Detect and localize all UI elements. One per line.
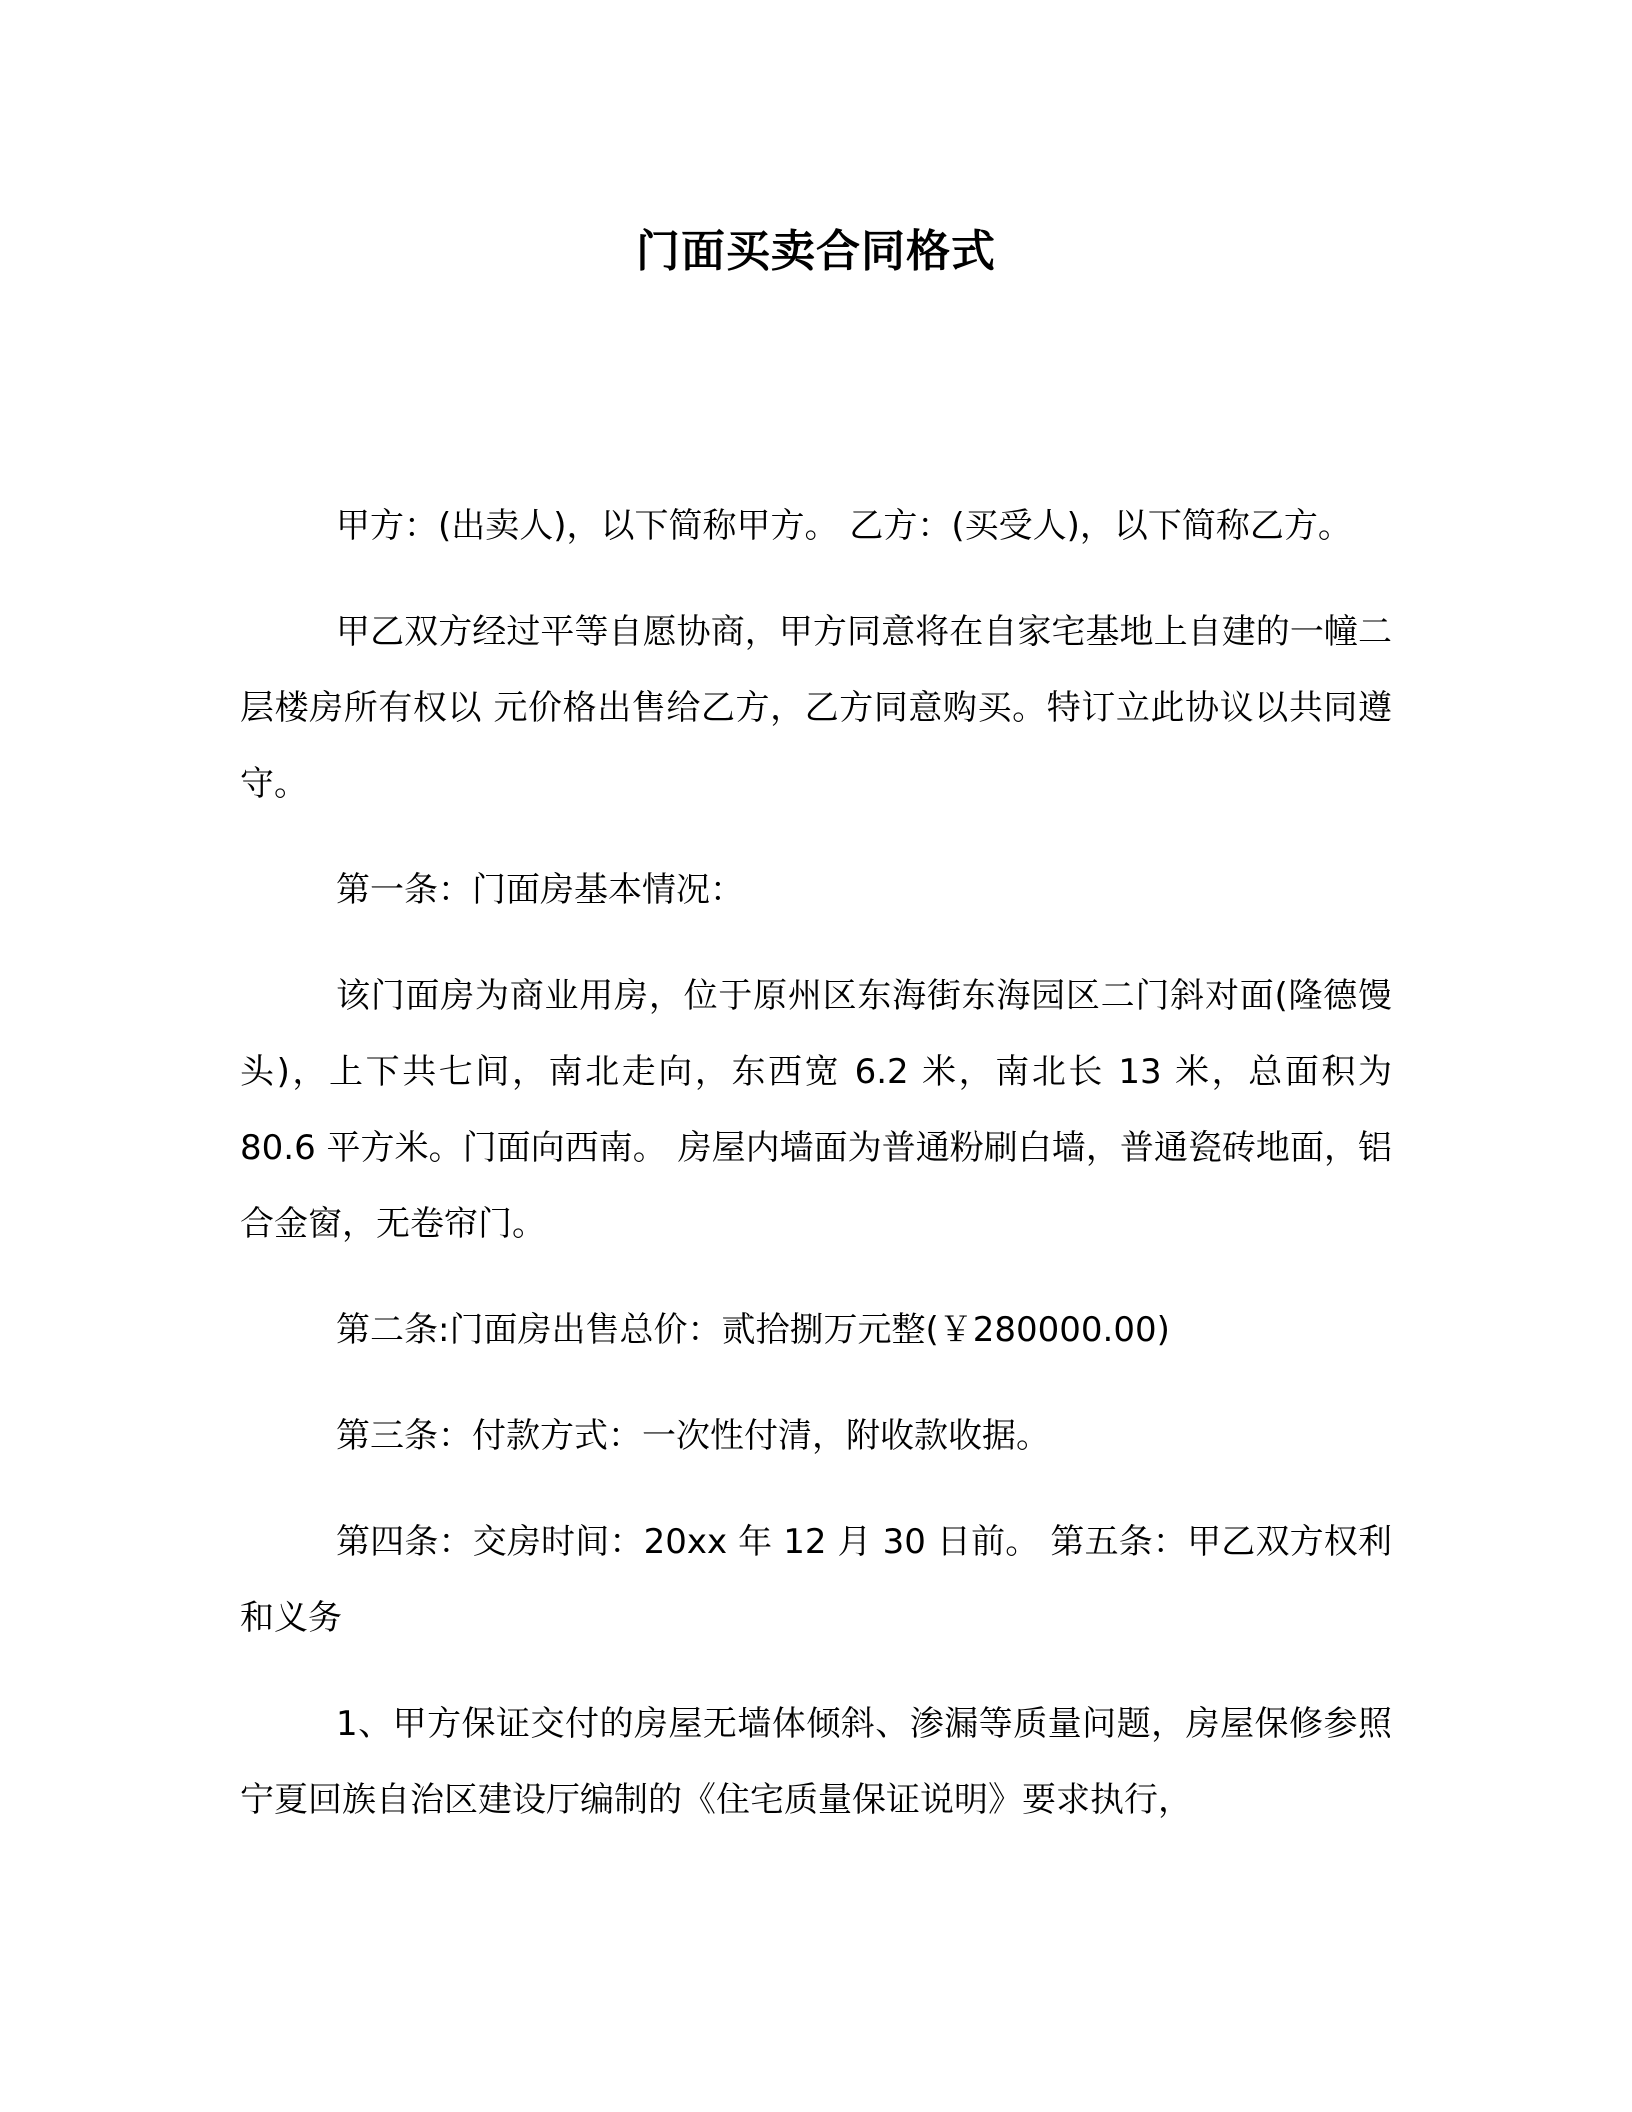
paragraph-agreement: 甲乙双方经过平等自愿协商，甲方同意将在自家宅基地上自建的一幢二层楼房所有权以 元价格出售给乙方，乙方同意购买。特订立此协议以共同遵守。 [240, 612, 1392, 804]
document-title: 门面买卖合同格式 [636, 226, 996, 277]
paragraph-article-3-payment: 第三条：付款方式：一次性付清，附收款收据。 [336, 1416, 1050, 1456]
paragraph-article-1-details: 该门面房为商业用房，位于原州区东海街东海园区二门斜对面(隆德馒头)，上下共七间，南北走向，东西宽 6.2 米，南北长 13 米，总面积为 80.6 平方米。门面向西南。 房屋内墙面为普通粉刷白墙，普通瓷砖地面，铝合金窗，无卷帘门。 [240, 976, 1392, 1244]
paragraph-parties: 甲方：(出卖人)，以下简称甲方。 乙方：(买受人)，以下简称乙方。 [336, 506, 1352, 546]
paragraph-article-2-price: 第二条:门面房出售总价：贰拾捌万元整(￥280000.00) [336, 1310, 1170, 1350]
paragraph-article-1-heading: 第一条：门面房基本情况： [336, 870, 744, 910]
document-body [240, 488, 1392, 1868]
paragraph-article-4-5: 第四条：交房时间：20xx 年 12 月 30 日前。 第五条：甲乙双方权利和义务 [240, 1522, 1392, 1638]
paragraph-clause-1: 1、甲方保证交付的房屋无墙体倾斜、渗漏等质量问题，房屋保修参照宁夏回族自治区建设厅编制的《住宅质量保证说明》要求执行， [240, 1704, 1392, 1820]
